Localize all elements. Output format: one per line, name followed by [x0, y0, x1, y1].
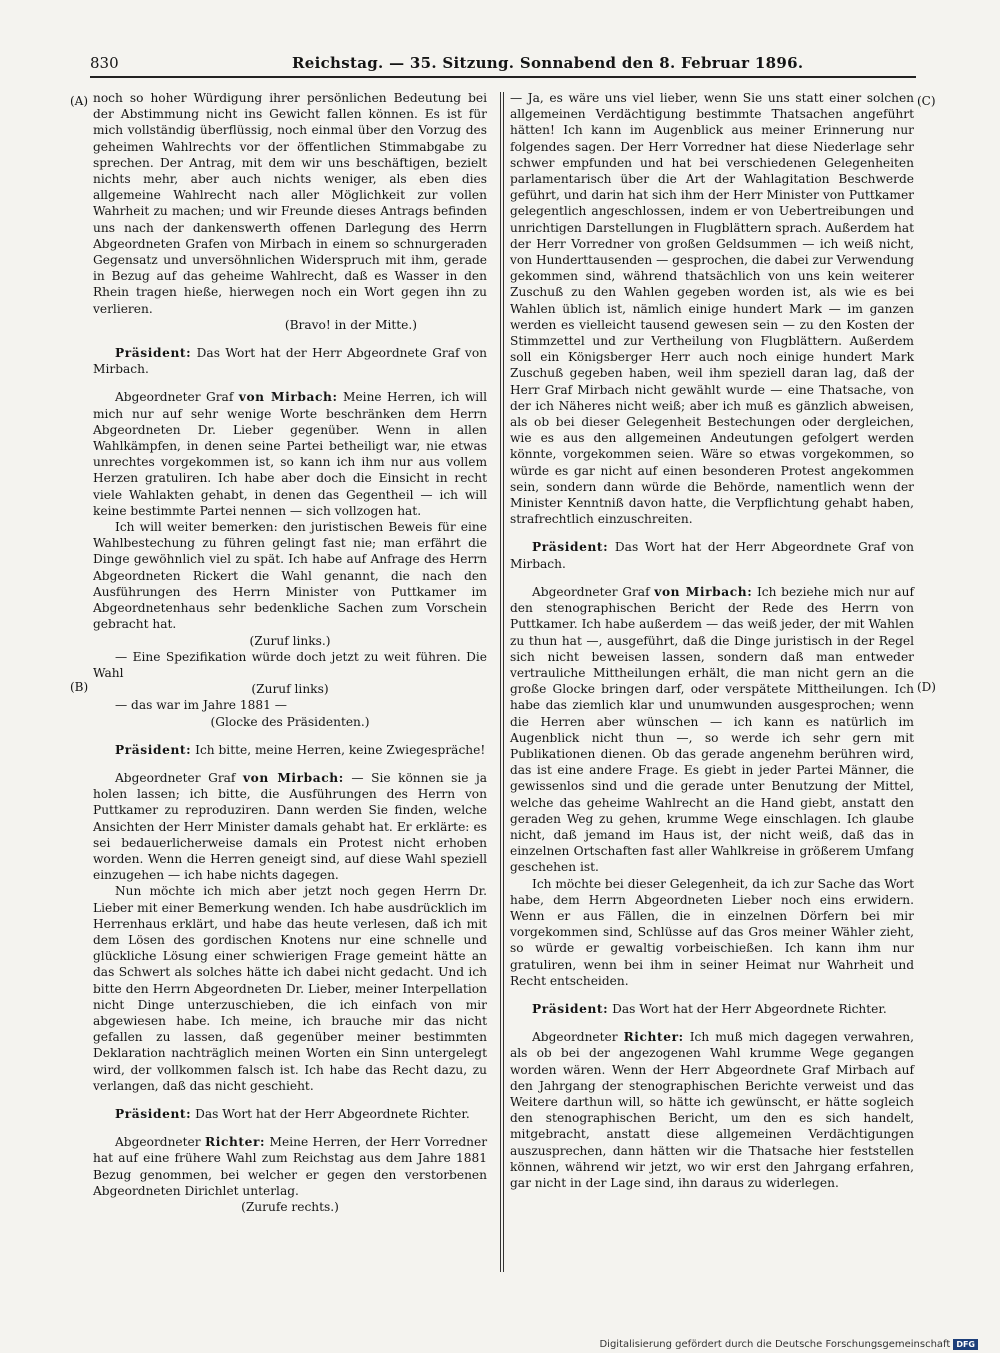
speaker-label: Präsident: — [115, 1106, 192, 1121]
dfg-logo: DFG — [953, 1339, 978, 1350]
speaker-label: Präsident: — [532, 1001, 609, 1016]
speech-paragraph — [510, 584, 914, 876]
margin-label-c: (C) — [917, 94, 936, 108]
speech-text: Das Wort hat der Herr Abgeordnete Graf von Mirbach. — [510, 540, 915, 571]
speech-paragraph — [510, 539, 914, 571]
paragraph: Ich will weiter bemerken: den juristischen Beweis für eine Wahlbestechung zu führen gelingt fast nie; man erfährt die Dinge gewöhnlich viel zu spät. Ich habe auf Anfrage des Herrn Abgeordneten Rickert die Wahl genannt, die nach den Ausführungen des Herrn Minister von Puttkamer im Abgeordnetenhaus sehr bedenkliche Sachen zum Vorschein gebracht hat. — [93, 520, 487, 632]
speaker-prefix: Abgeordneter Graf — [115, 390, 234, 405]
speech-paragraph — [510, 1001, 914, 1017]
speaker-prefix: Abgeordneter — [115, 1135, 201, 1150]
speaker-prefix: Abgeordneter — [532, 1030, 618, 1045]
speaker-prefix: Abgeordneter Graf — [115, 770, 236, 785]
left-column — [93, 90, 487, 1215]
speech-text: Ich muß mich dagegen verwahren, als ob bei der angezogenen Wahl krumme Wege gegangen worden wären. Wenn der Herr Abgeordnete Graf Mirbach auf den Jahrgang der stenographischen Berichte verweist und das Weitere darthun will, so hätte ich gewünscht, er hätte sogleich den stenographischen Bericht, um den es sich handelt, mitgebracht, anstatt diese allgemeinen Verdächtigungen auszusprechen, dann hätten wir die Thatsache hier feststellen können, während wir jetzt, wo wir erst den Jahrgang erfahren, gar nicht in der Lage sind, ihn daraus zu widerlegen. — [510, 1030, 914, 1190]
page-footer — [599, 1339, 978, 1350]
speaker-label: Präsident: — [115, 742, 192, 757]
speaker-label: Richter: — [623, 1030, 684, 1045]
interjection: (Zuruf links) — [251, 682, 329, 697]
interjection: (Zuruf links.) — [249, 633, 331, 648]
column-divider-second — [503, 92, 504, 1272]
speaker-label: Präsident: — [115, 346, 192, 361]
speech-text: Meine Herren, ich will mich nur auf sehr wenige Worte beschränken dem Herrn Abgeordneten Dr. Lieber gegenüber. Wenn in allen Wahlkämpfen, in denen seine Partei betheiligt war, nie etwas unrechtes vorgekommen ist, so kann ich ihm nur aus vollem Herzen gratuliren. Ich habe aber doch die Einsicht in recht viele Wahlakten gehabt, in denen das Gegentheil — ich will keine bestimmte Partei nennen — sich vollzogen hat. — [93, 390, 488, 518]
column-divider — [500, 92, 501, 1272]
interjection: (Glocke des Präsidenten.) — [210, 714, 370, 729]
margin-label-d: (D) — [917, 680, 936, 694]
speech-text: Das Wort hat der Herr Abgeordnete Richter. — [195, 1106, 470, 1121]
margin-label-a: (A) — [70, 94, 89, 108]
speaker-label: von Mirbach: — [654, 584, 753, 599]
page-number: 830 — [90, 54, 119, 72]
paragraph: — Eine Spezifikation würde doch jetzt zu weit führen. Die Wahl — [93, 649, 487, 680]
paragraph: — das war im Jahre 1881 — — [115, 698, 287, 713]
paragraph: noch so hoher Würdigung ihrer persönlichen Bedeutung bei der Abstimmung nicht ins Gewicht fallen können. Es ist für mich vollständig überflüssig, noch einmal über den Vorzug des geheimen Wahlrechts vor der öffentlichen Stimmabgabe zu sprechen. Der Antrag, mit dem wir uns beschäftigen, bezielt nichts mehr, aber auch nichts weniger, als eben dies allgemeine Wahlrecht nach aller Möglichkeit zur vollen Wahrheit zu machen; und wir Freunde dieses Antrags befinden uns nach der dankenswerth offenen Darlegung des Herrn Abgeordneten Grafen von Mirbach in einem so schnurgeraden Gegensatz und unversöhnlichen Widerspruch mit ihm, gerade in Bezug auf das geheime Wahlrecht, daß es Wasser in den Rhein tragen hieße, hierwegen noch ein Wort gegen ihn zu verlieren. — [93, 91, 487, 316]
speech-text: Ich beziehe mich nur auf den stenographischen Bericht der Rede des Herrn von Puttkamer. Ich habe außerdem — das weiß jeder, der mit Wahlen zu thun hat —, ausgeführt, daß die Dinge juristisch in der Regel sich nicht beweisen lassen, sondern daß man entweder vertrauliche Mittheilungen erhält, die man nicht gern an die große Glocke bringen darf, oder verspätete Mittheilungen. Ich habe das ziemlich klar und unumwunden ausgesprochen; wenn die Herren aber wünschen — ich kann es natürlich im Augenblick nicht thun —, so werde ich sehr gern mit Publikationen dienen. Ob das gerade angenehm berühren wird, das ist eine andere Frage. Es giebt in jeder Partei Männer, die gewissenlos sind und die gerade unter Benutzung der Mittel, welche das geheime Wahlrecht an die Hand giebt, anstatt den geraden Weg zu gehen, krumme Wege einschlagen. Ich glaube nicht, daß jemand im Haus ist, der nicht weiß, daß das in einzelnen Ortschaften fast aller Wahlkreise in größerem Umfang geschehen ist. — [510, 584, 915, 875]
speech-paragraph — [93, 1134, 487, 1199]
page-header — [90, 50, 910, 72]
speech-paragraph — [93, 389, 487, 519]
running-title: Reichstag. — 35. Sitzung. Sonnabend den 8. Februar 1896. — [292, 54, 804, 72]
speech-text: Das Wort hat der Herr Abgeordnete Graf von Mirbach. — [93, 346, 488, 377]
speech-text: Ich bitte, meine Herren, keine Zwiegespräche! — [195, 742, 486, 757]
speech-text: Meine Herren, der Herr Vorredner hat auf eine frühere Wahl zum Reichstag aus dem Jahre 1881 Bezug genommen, bei welcher er gegen den verstorbenen Abgeordneten Dirichlet unterlag. — [93, 1135, 488, 1198]
speech-paragraph — [93, 770, 487, 883]
speech-paragraph — [93, 345, 487, 377]
header-rule — [90, 76, 916, 78]
paragraph: — Ja, es wäre uns viel lieber, wenn Sie uns statt einer solchen allgemeinen Verdächtigung bestimmte Thatsachen angeführt hätten! Ich kann im Augenblick aus meiner Erinnerung nur folgendes sagen. Der Herr Vorredner hat diese Niederlage sehr schwer empfunden und hat bei verschiedenen Gelegenheiten parlamentarisch über die Art der Wahlagitation Beschwerde geführt, und darin hat sich ihm der Herr Minister von Puttkamer gelegentlich angeschlossen, indem er von Uebertreibungen und unrichtigen Darstellungen in Flugblättern sprach. Außerdem hat der Herr Vorredner von großen Geldsummen — ich weiß nicht, von Hunderttausenden — gesprochen, die dabei zur Verwendung gekommen sind, während thatsächlich von uns kein weiterer Zuschuß zu den Wahlen gegeben worden ist, als wie es bei Wahlen üblich ist, nämlich einige hundert Mark — im ganzen werden es vielleicht tausend gewesen sein — zu den Kosten der Stimmzettel und zur Vertheilung von Flugblättern. Außerdem soll ein Königsberger Herr auch noch einige hundert Mark Zuschuß gegeben haben, weil ihm speziell daran lag, daß der Herr Graf Mirbach nicht gewählt wurde — eine Thatsache, von der ich Näheres nicht weiß; aber ich muß es gänzlich abweisen, als ob bei dieser Gelegenheit Bestechungen oder dergleichen, wie es aus den allgemeinen Andeutungen gefolgert werden könnte, vorgekommen seien. Wäre so etwas vorgekommen, so würde es gar nicht auf einen besonderen Protest angekommen sein, sondern dann würde die Behörde, namentlich wenn der Minister Kenntniß davon hatte, die Verpflichtung gehabt haben, strafrechtlich einzuschreiten. — [510, 91, 914, 527]
speaker-prefix: Abgeordneter Graf — [532, 584, 650, 599]
speaker-label: von Mirbach: — [238, 390, 338, 405]
speech-paragraph — [93, 1106, 487, 1122]
speaker-label: von Mirbach: — [242, 770, 344, 785]
speech-paragraph — [510, 1029, 914, 1191]
right-column — [510, 90, 914, 1191]
paragraph: Ich möchte bei dieser Gelegenheit, da ich zur Sache das Wort habe, dem Herrn Abgeordneten Lieber noch eins erwidern. Wenn er aus Fällen, die in einzelnen Dörfern bei mir vorgekommen sind, Schlüsse auf das Gros meiner Wähler zieht, so würde er gewaltig vorbeischießen. Ich kann ihm nur gratuliren, wenn bei ihm in seiner Heimat nur Wahrheit und Recht entscheiden. — [510, 876, 915, 988]
interjection: (Zurufe rechts.) — [241, 1200, 339, 1214]
interjection: (Bravo! in der Mitte.) — [284, 317, 417, 332]
speaker-label: Richter: — [204, 1135, 266, 1150]
speech-paragraph — [93, 742, 487, 758]
funding-credit: Digitalisierung gefördert durch die Deutsche Forschungsgemeinschaft — [599, 1339, 951, 1350]
speech-text: Das Wort hat der Herr Abgeordnete Richter. — [612, 1001, 887, 1016]
speaker-label: Präsident: — [532, 540, 609, 555]
speech-text: — Sie können sie ja holen lassen; ich bitte, die Ausführungen des Herrn von Puttkamer zu reproduziren. Dann werden Sie finden, welche Ansichten der Herr Minister damals gehabt hat. Er erklärte: es sei bedauerlicherweise damals ein Protest nicht erhoben worden. Wenn die Herren geneigt sind, auf diese Wahl speziell einzugehen — ich habe nichts dagegen. — [93, 770, 488, 883]
paragraph: Nun möchte ich mich aber jetzt noch gegen Herrn Dr. Lieber mit einer Bemerkung wenden. Ich habe ausdrücklich im Herrenhaus erklärt, und habe das heute verlesen, daß ich mit dem Lösen des gordischen Knotens nur eine schnelle und glückliche Lösung einer schwierigen Frage gemeint hätte an das Schwert als solches hätte ich dabei nicht gedacht. Und ich bitte den Herrn Abgeordneten Dr. Lieber, meiner Interpellation nicht Dinge unterzuschieben, die ich einfach von mir abgewiesen habe. Ich meine, ich brauche mir das nicht gefallen zu lassen, daß gegenüber meiner bestimmten Deklaration nachträglich meinen Worten ein Sinn untergelegt wird, der vollkommen falsch ist. Ich habe das Recht dazu, zu verlangen, daß das nicht geschieht. — [93, 884, 487, 1093]
margin-label-b: (B) — [70, 680, 89, 694]
